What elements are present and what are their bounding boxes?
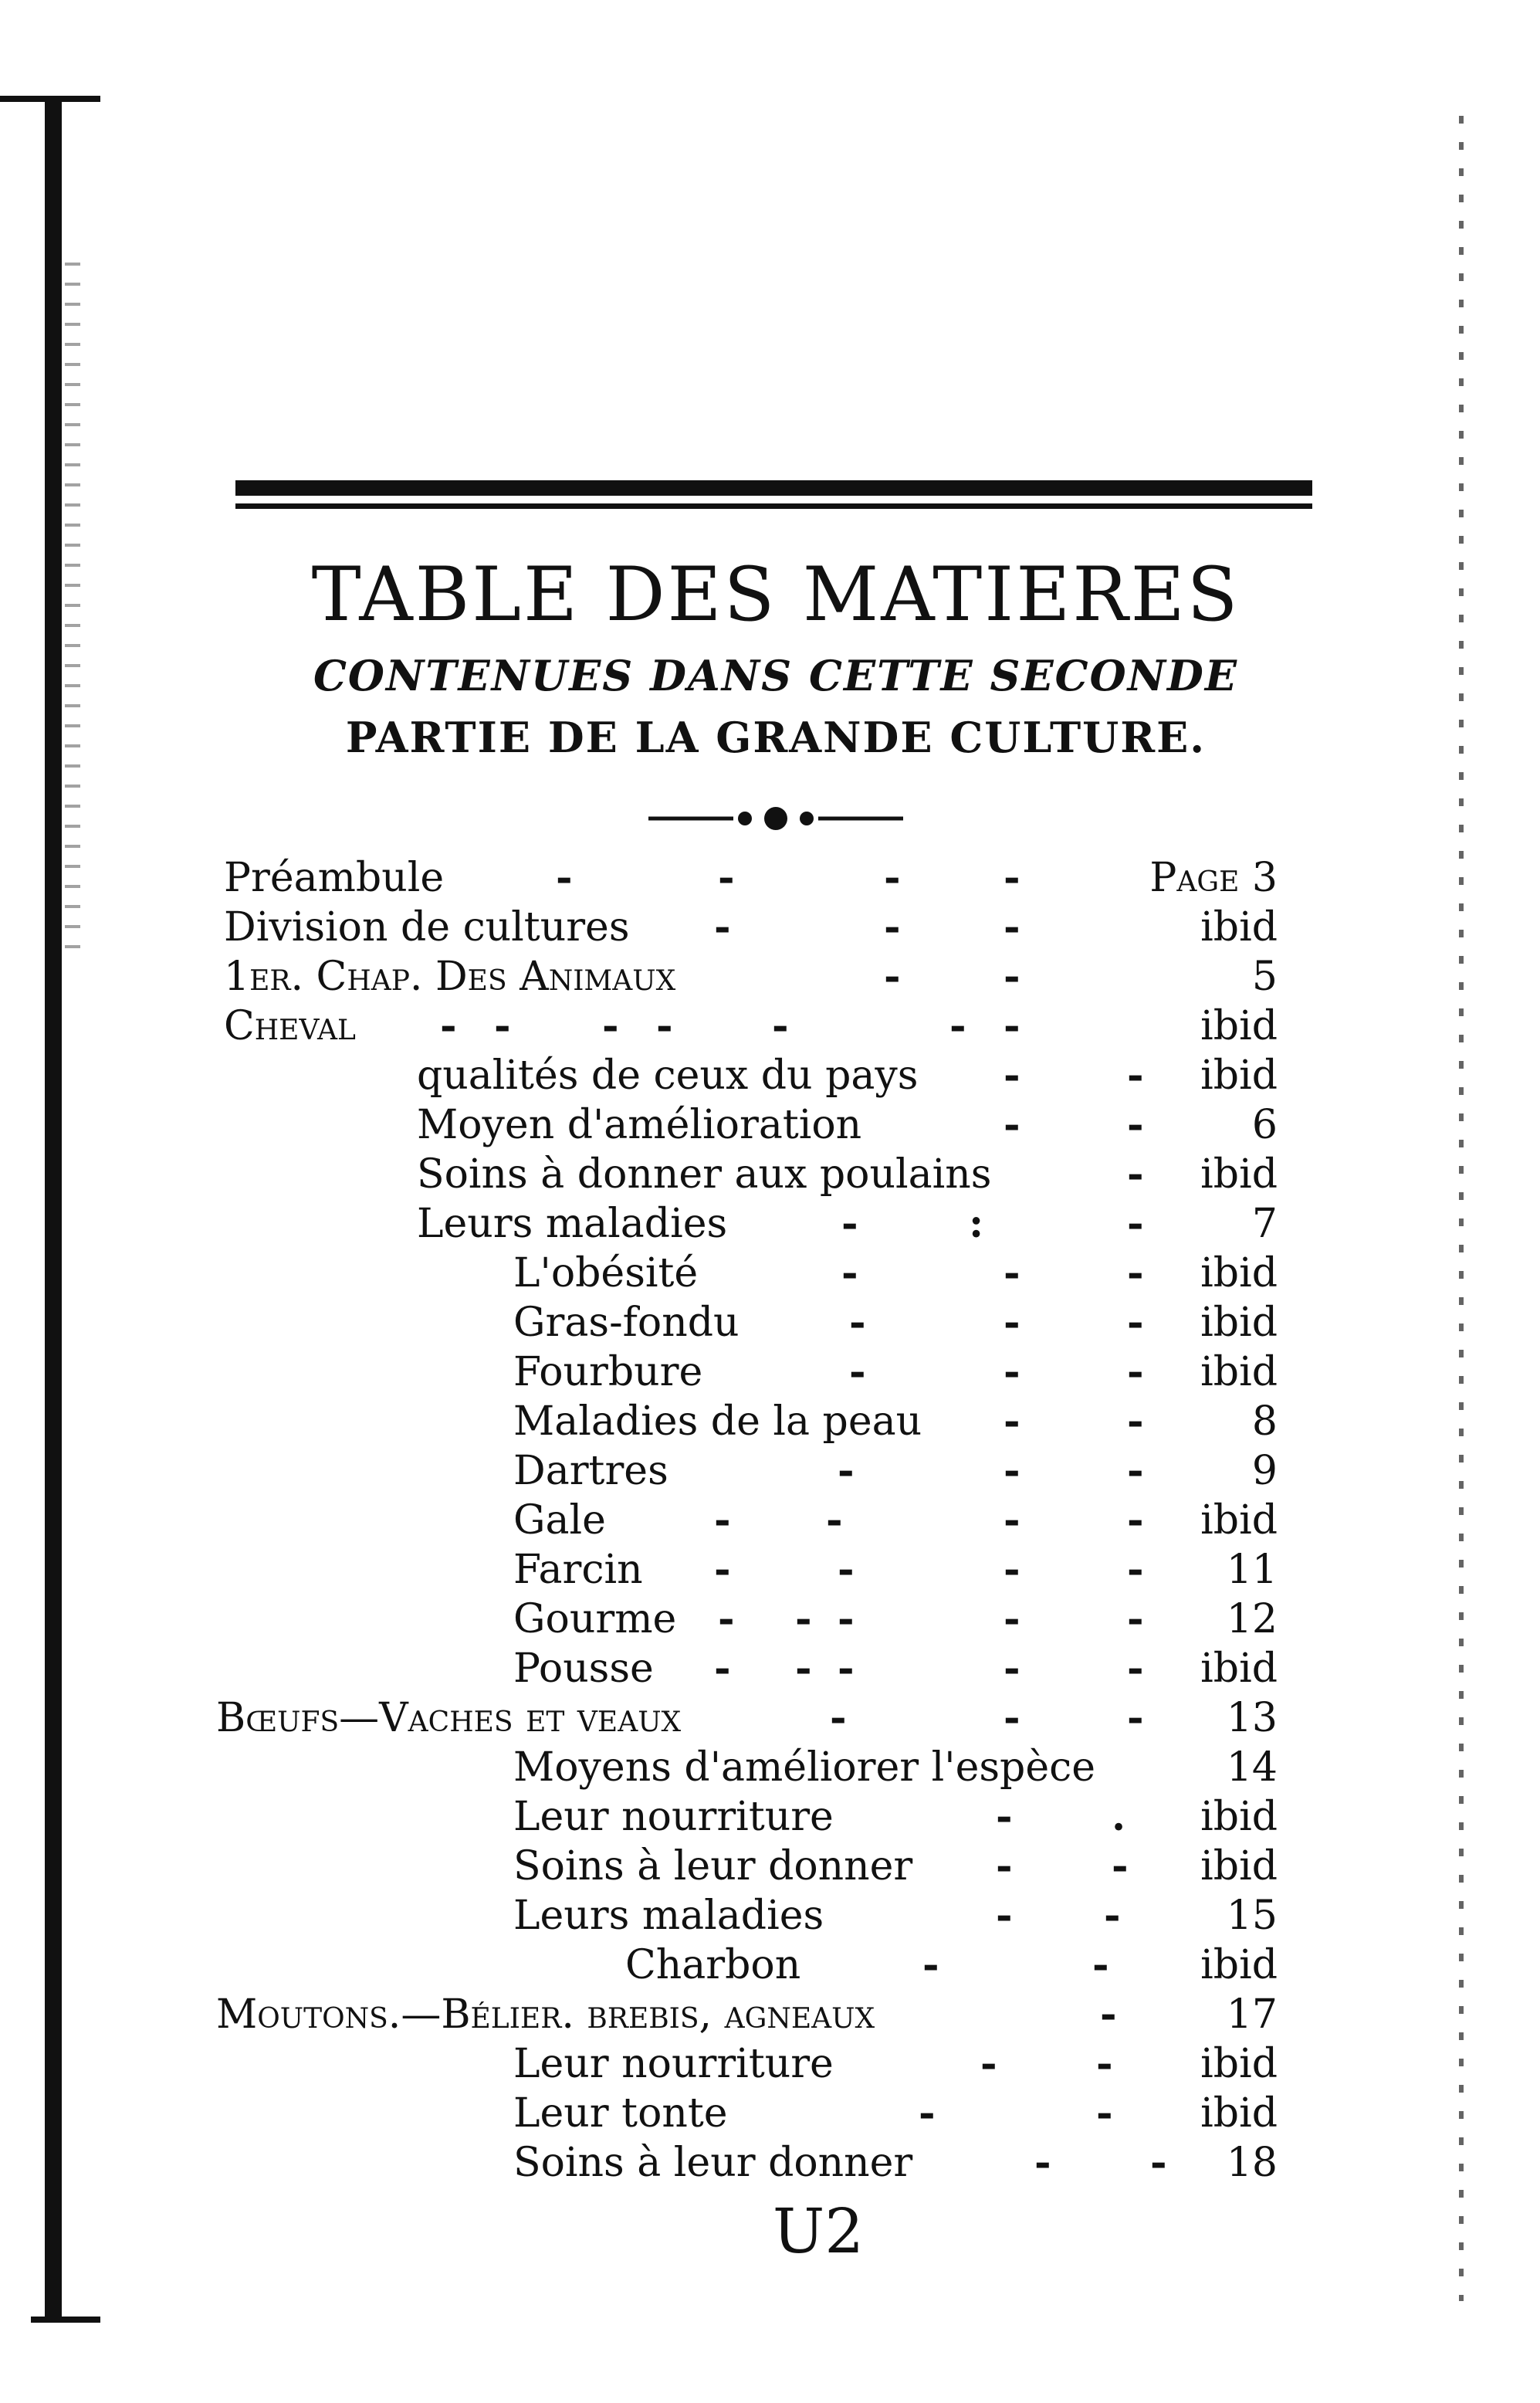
toc-entry-page: 18	[1226, 2140, 1278, 2186]
toc-entry-label: Dartres	[513, 1448, 668, 1494]
leader-dash: -	[1004, 1398, 1020, 1445]
toc-entry	[0, 853, 1540, 903]
toc-entry-page: ibid	[1200, 1497, 1278, 1544]
toc-entry-label: Leur nourriture	[513, 1794, 834, 1840]
signature-mark: U2	[772, 2195, 865, 2267]
leader-dash: -	[838, 1645, 855, 1692]
toc-entry	[0, 1347, 1540, 1397]
leader-dash: -	[1127, 1645, 1144, 1692]
leader-dash: -	[795, 1645, 812, 1692]
toc-entry	[0, 1496, 1540, 1545]
toc-entry	[0, 1051, 1540, 1100]
binding-cap-top	[0, 96, 100, 102]
header-rule-thick	[235, 480, 1312, 496]
leader-dash: -	[1096, 2040, 1113, 2087]
toc-entry	[0, 2138, 1540, 2188]
toc-entry-label: Moyens d'améliorer l'espèce	[513, 1744, 1095, 1791]
leader-dash: -	[838, 1546, 855, 1593]
leader-dash: -	[1004, 953, 1020, 1000]
leader-dash: -	[826, 1496, 843, 1544]
leader-dash: -	[1127, 1546, 1144, 1593]
leader-dash: -	[1127, 1595, 1144, 1642]
binding-cap-bottom	[31, 2317, 100, 2323]
toc-entry	[0, 2089, 1540, 2138]
toc-entry	[0, 1100, 1540, 1150]
toc-entry-label: qualités de ceux du pays	[417, 1052, 919, 1099]
toc-entry-page: 17	[1226, 1991, 1278, 2038]
toc-entry-page: 7	[1251, 1201, 1278, 1247]
toc-entry-page: 11	[1226, 1547, 1278, 1593]
leader-dash: -	[494, 1002, 511, 1049]
toc-entry-page: ibid	[1200, 1794, 1278, 1840]
toc-entry	[0, 1644, 1540, 1693]
leader-dash: -	[830, 1694, 847, 1741]
toc-entry-page: 13	[1226, 1695, 1278, 1741]
leader-dash: -	[1004, 1694, 1020, 1741]
toc-entry	[0, 952, 1540, 1002]
ornament-divider	[648, 803, 903, 834]
toc-entry-page: 6	[1251, 1102, 1278, 1148]
toc-entry-page: ibid	[1200, 1052, 1278, 1099]
toc-entry-page: ibid	[1200, 2090, 1278, 2137]
leader-dash: -	[1104, 1892, 1121, 1939]
leader-dash: -	[1004, 1645, 1020, 1692]
toc-entry-label: 1er. Chap. Des Animaux	[224, 954, 676, 1000]
toc-entry-label: L'obésité	[513, 1250, 699, 1296]
toc-entry-page: ibid	[1200, 904, 1278, 951]
leader-dash: -	[841, 1249, 858, 1296]
toc-entry-label: Charbon	[625, 1942, 801, 1988]
leader-dash: -	[1004, 1052, 1020, 1099]
toc-entry	[0, 1842, 1540, 1891]
leader-dash: -	[1096, 2089, 1113, 2137]
leader-dash: -	[1127, 1496, 1144, 1544]
leader-dash: -	[996, 1892, 1013, 1939]
toc-entry-page: ibid	[1200, 1300, 1278, 1346]
toc-entry-label: Leurs maladies	[513, 1893, 824, 1939]
leader-dash: -	[919, 2089, 936, 2137]
leader-dash: -	[1127, 1101, 1144, 1148]
toc-entry-label: Leur nourriture	[513, 2041, 834, 2087]
leader-dash: :	[969, 1200, 984, 1247]
leader-dash: -	[838, 1595, 855, 1642]
leader-dash: -	[440, 1002, 457, 1049]
leader-dash: -	[1004, 854, 1020, 901]
toc-entry-page: ibid	[1200, 1843, 1278, 1890]
toc-entry	[0, 1891, 1540, 1940]
leader-dash: -	[714, 1645, 731, 1692]
leader-dash: -	[838, 1447, 855, 1494]
leader-dash: -	[1127, 1398, 1144, 1445]
leader-dash: -	[714, 1496, 731, 1544]
leader-dash: -	[1100, 1991, 1117, 2038]
toc-entry-label: Farcin	[513, 1547, 643, 1593]
leader-dash: -	[996, 1793, 1013, 1840]
leader-dash: -	[1004, 903, 1020, 951]
toc-entry-label: Soins à leur donner	[513, 1843, 913, 1890]
leader-dash: -	[1127, 1200, 1144, 1247]
leader-dash: -	[1004, 1299, 1020, 1346]
toc-entry-label: Soins à leur donner	[513, 2140, 913, 2186]
leader-dash: -	[656, 1002, 673, 1049]
leader-dash: -	[718, 854, 735, 901]
leader-dash: -	[1127, 1249, 1144, 1296]
toc-entry-page: 5	[1251, 954, 1278, 1000]
leader-dash: -	[1004, 1595, 1020, 1642]
leader-dash: -	[714, 1546, 731, 1593]
toc-entry	[0, 1792, 1540, 1842]
leader-dash: -	[884, 903, 901, 951]
toc-entry	[0, 1743, 1540, 1792]
leader-dash: -	[1004, 1249, 1020, 1296]
toc-entry-page: ibid	[1200, 1349, 1278, 1395]
toc-entry-page: ibid	[1200, 1003, 1278, 1049]
toc-entry-label: Soins à donner aux poulains	[417, 1151, 992, 1198]
toc-entry-page: ibid	[1200, 1942, 1278, 1988]
toc-entry-label: Gourme	[513, 1596, 677, 1642]
toc-entry-label: Moyen d'amélioration	[417, 1102, 862, 1148]
toc-entry-label: Cheval	[224, 1003, 356, 1049]
toc-entry	[0, 903, 1540, 952]
leader-dash: -	[1004, 1101, 1020, 1148]
toc-entry	[0, 1298, 1540, 1347]
leader-dash: -	[1127, 1151, 1144, 1198]
toc-entry-label: Division de cultures	[224, 904, 630, 951]
leader-dash: -	[1004, 1348, 1020, 1395]
leader-dash: -	[1127, 1052, 1144, 1099]
toc-entry	[0, 2039, 1540, 2089]
leader-dash: -	[714, 903, 731, 951]
toc-entry	[0, 1940, 1540, 1990]
leader-dash: -	[884, 854, 901, 901]
leader-dash: -	[849, 1348, 866, 1395]
leader-dash: -	[1004, 1546, 1020, 1593]
leader-dash: -	[1127, 1348, 1144, 1395]
header-rule-thin	[235, 503, 1312, 509]
leader-dash: -	[556, 854, 573, 901]
toc-entry-label: Leurs maladies	[417, 1201, 728, 1247]
leader-dash: -	[795, 1595, 812, 1642]
leader-dash: -	[949, 1002, 966, 1049]
toc-entry-label: Pousse	[513, 1645, 654, 1692]
toc-entry	[0, 1002, 1540, 1051]
toc-entry-label: Leur tonte	[513, 2090, 728, 2137]
leader-dash: -	[1034, 2139, 1051, 2186]
leader-dash: -	[1127, 1299, 1144, 1346]
leader-dash: -	[849, 1299, 866, 1346]
toc-entry-label: Fourbure	[513, 1349, 703, 1395]
toc-entry	[0, 1199, 1540, 1249]
toc-entry	[0, 1397, 1540, 1446]
toc-entry	[0, 1545, 1540, 1595]
leader-dash: -	[1150, 2139, 1167, 2186]
toc-entry-label: Moutons.—Bélier. brebis, agneaux	[216, 1991, 875, 2038]
toc-entry	[0, 1595, 1540, 1644]
toc-entry	[0, 1150, 1540, 1199]
toc-entry-page: Page 3	[1149, 855, 1278, 901]
leader-dash: -	[1004, 1002, 1020, 1049]
toc-entry	[0, 1990, 1540, 2039]
leader-dash: -	[922, 1941, 939, 1988]
toc-entry-page: ibid	[1200, 1250, 1278, 1296]
toc-entry	[0, 1446, 1540, 1496]
toc-entry-label: Gras-fondu	[513, 1300, 740, 1346]
leader-dash: -	[1092, 1941, 1109, 1988]
leader-dash: -	[884, 953, 901, 1000]
leader-dash: -	[1127, 1447, 1144, 1494]
toc-entry-label: Gale	[513, 1497, 606, 1544]
toc-entry-page: 9	[1251, 1448, 1278, 1494]
leader-dash: -	[1112, 1842, 1129, 1890]
toc-entry-page: ibid	[1200, 1645, 1278, 1692]
leader-dash: -	[718, 1595, 735, 1642]
page-subtitle: CONTENUES DANS CETTE SECONDE	[313, 651, 1239, 700]
leader-dash: -	[1004, 1447, 1020, 1494]
page-subtitle-2: PARTIE DE LA GRANDE CULTURE.	[345, 713, 1207, 762]
leader-dash: -	[841, 1200, 858, 1247]
toc-entry-page: ibid	[1200, 1151, 1278, 1198]
toc-entry-page: 14	[1226, 1744, 1278, 1791]
leader-dash: -	[1127, 1694, 1144, 1741]
toc-entry	[0, 1249, 1540, 1298]
toc-entry-label: Bœufs—Vaches et veaux	[216, 1695, 682, 1741]
leader-dash: -	[772, 1002, 789, 1049]
toc-entry-page: ibid	[1200, 2041, 1278, 2087]
toc-entry-label: Préambule	[224, 855, 445, 901]
leader-dash: -	[602, 1002, 619, 1049]
leader-dash: -	[996, 1842, 1013, 1890]
leader-dash: -	[980, 2040, 997, 2087]
page-title: TABLE DES MATIERES	[311, 551, 1240, 638]
toc-entry-page: 12	[1226, 1596, 1278, 1642]
toc-entry-page: 8	[1251, 1398, 1278, 1445]
leader-dash: .	[1112, 1793, 1126, 1840]
toc-entry	[0, 1693, 1540, 1743]
leader-dash: -	[1004, 1496, 1020, 1544]
toc-entry-page: 15	[1226, 1893, 1278, 1939]
toc-entry-label: Maladies de la peau	[513, 1398, 922, 1445]
